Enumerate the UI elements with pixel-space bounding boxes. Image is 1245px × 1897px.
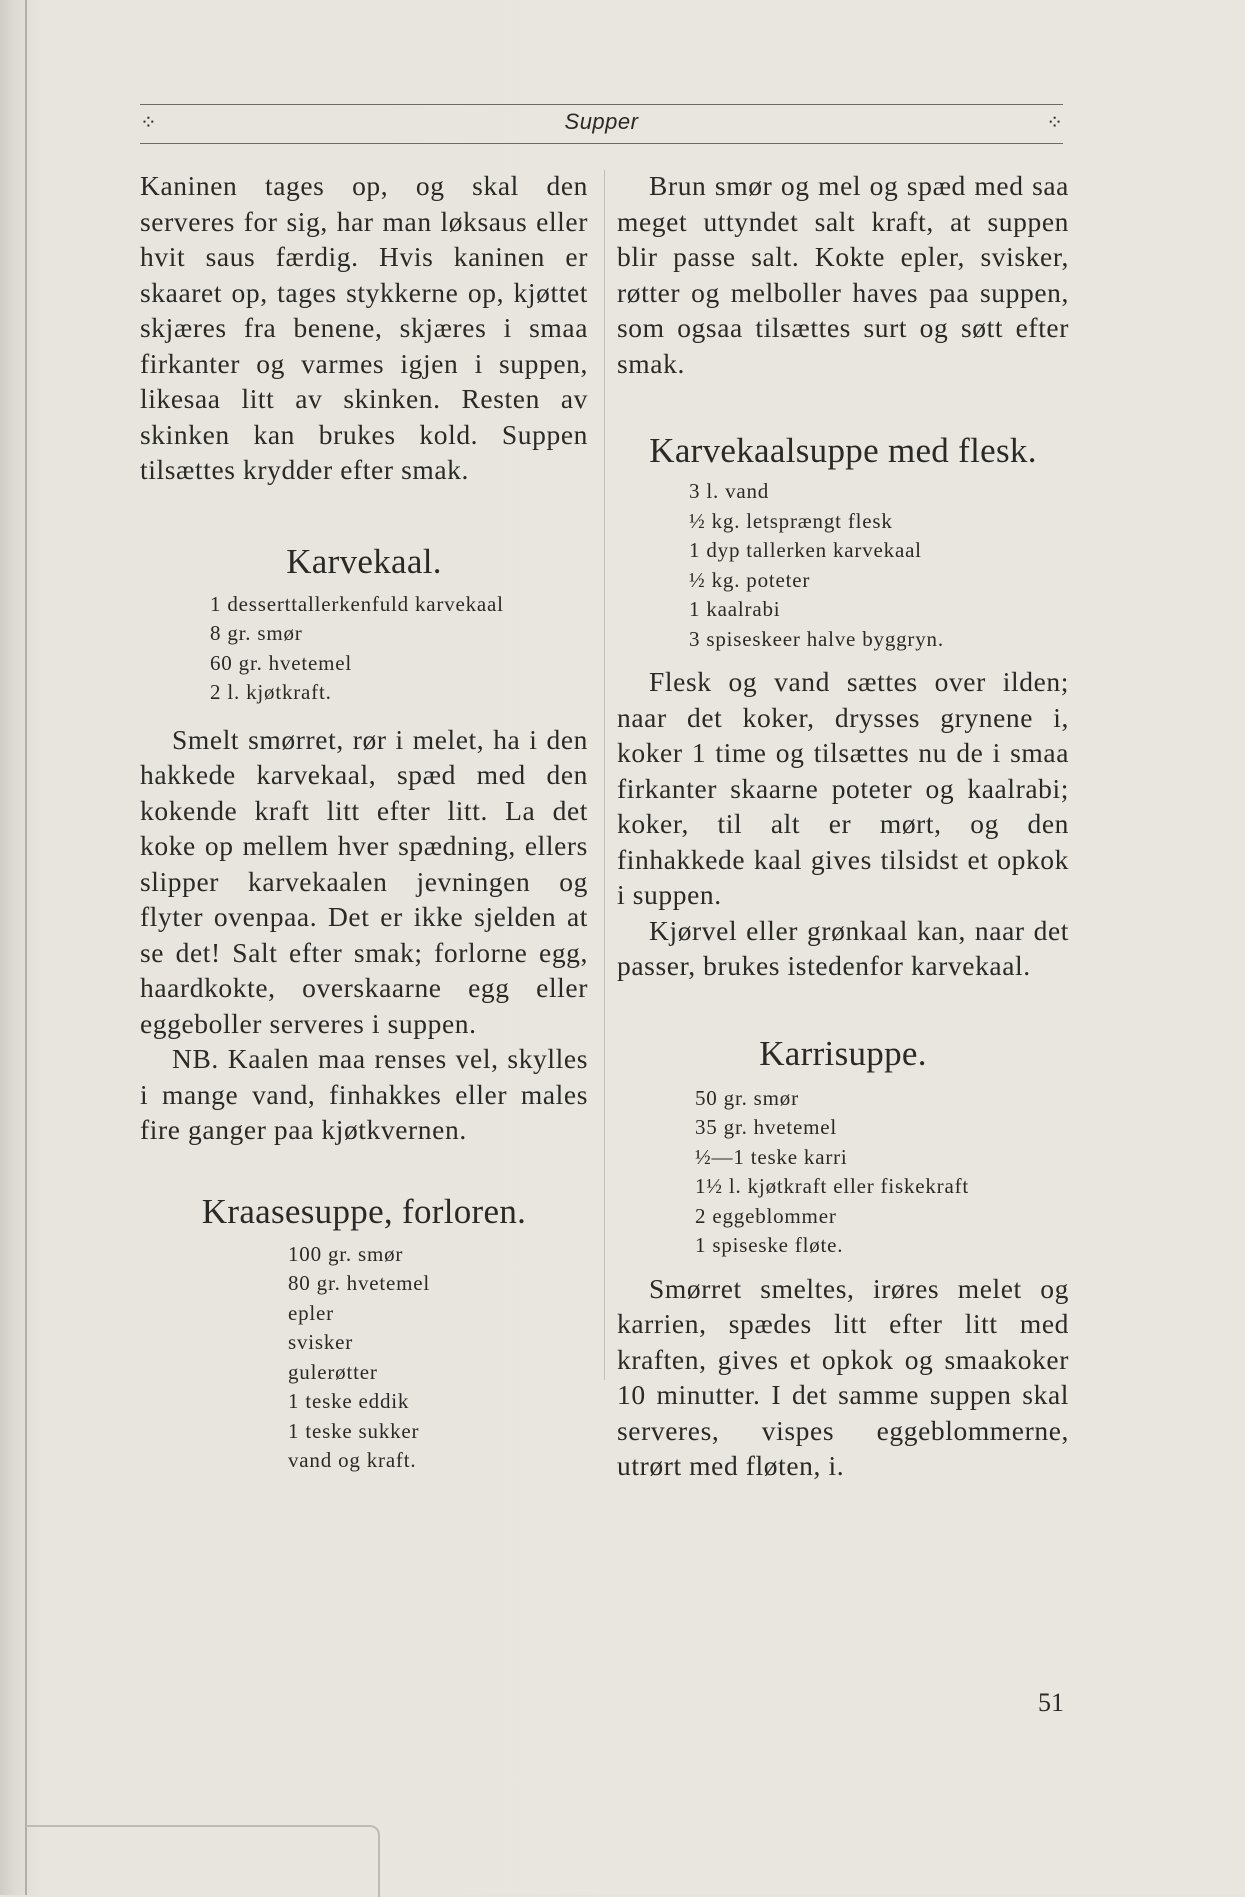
karrisuppe-heading: Karrisuppe.	[759, 1033, 927, 1073]
ingredient-item: ½—1 teske karri	[695, 1144, 848, 1169]
ornament-right-icon: ⁘	[1046, 112, 1063, 134]
ingredient-item: 1½ l. kjøtkraft eller fiskekraft	[695, 1174, 970, 1198]
ingredient-item: 1 dyp tallerken karvekaal	[689, 538, 922, 562]
ingredient-item: 3 spiseskeer halve byggryn.	[689, 626, 944, 651]
ingredient-item: 1 spiseske fløte.	[695, 1233, 844, 1257]
binding-gutter	[25, 0, 27, 1895]
kraasesuppe-heading: Kraasesuppe, forloren.	[201, 1191, 527, 1231]
left-column	[140, 168, 588, 1476]
ingredient-item: 80 gr. hvetemel	[288, 1271, 431, 1295]
karvekaal-note: NB. Kaalen maa renses vel, skylles i mange vand, finhakkes eller males fire ganger paa kjøtkvernen.	[140, 1043, 588, 1145]
ingredient-item: 1 desserttallerkenfuld karvekaal	[210, 591, 504, 616]
ornament-left-icon: ⁘	[140, 112, 157, 134]
karvekaalsuppe-heading: Karvekaalsuppe med flesk.	[649, 431, 1037, 470]
ingredient-item: 1 teske sukker	[288, 1418, 420, 1443]
karvekaalsuppe-note: Kjørvel eller grønkaal kan, naar det passer, brukes istedenfor karvekaal.	[617, 914, 1069, 981]
ingredient-item: 60 gr. hvetemel	[210, 650, 353, 675]
running-header-title: Supper	[564, 109, 639, 134]
ingredient-item: 2 l. kjøtkraft.	[210, 680, 332, 704]
ingredient-item: 50 gr. smør	[695, 1085, 799, 1110]
ingredient-item: 100 gr. smør	[288, 1241, 404, 1266]
karrisuppe-ingredients	[695, 1084, 1069, 1261]
ingredient-item: 2 eggeblommer	[695, 1203, 837, 1228]
ingredient-item: ½ kg. poteter	[689, 567, 811, 592]
ingredient-item: 1 kaalrabi	[689, 597, 781, 621]
karvekaal-heading: Karvekaal.	[286, 541, 442, 581]
ingredient-item: vand og kraft.	[288, 1448, 417, 1472]
ingredient-item: epler	[288, 1300, 334, 1325]
ingredient-item: 1 teske eddik	[288, 1389, 410, 1413]
kraasesuppe-ingredients	[288, 1240, 588, 1476]
karvekaal-method: Smelt smørret, rør i melet, ha i den hakkede karvekaal, spæd med den kokende kraft litt efter litt. La det koke op mellem hver spædning, ellers slipper karvekaalen jevningen og flyter ovenpaa. Det er ikke sjelden at se det! Salt efter smak; forlorne egg, haardkokte, overskaarne egg eller eggeboller serveres i suppen.	[140, 723, 588, 1039]
karrisuppe-method: Smørret smeltes, irøres melet og karrien, spædes litt efter litt med kraften, gives et opkok og smaakoker 10 minutter. I det samme suppen skal serveres, vispes eggeblommerne, utrørt med fløten, i.	[617, 1272, 1069, 1481]
karvekaalsuppe-ingredients	[689, 477, 1069, 654]
ingredient-item: 35 gr. hvetemel	[695, 1115, 838, 1139]
right-column	[617, 168, 1069, 1484]
karvekaalsuppe-method: Flesk og vand sættes over ilden; naar det koker, drysses grynene i, koker 1 time og tilsættes nu de i smaa firkanter skaarne poteter og kaalrabi; koker, til alt er mørt, og den finhakkede kaal gives tilsidst et opkok i suppen.	[617, 666, 1069, 910]
ingredient-item: 8 gr. smør	[210, 621, 303, 645]
page-tab-edge	[26, 1825, 380, 1897]
running-header	[140, 104, 1063, 144]
page-number: 51	[1038, 1688, 1064, 1717]
kraasesuppe-method: Brun smør og mel og spæd med saa meget uttyndet salt kraft, at suppen blir passe salt. Kokte epler, svisker, røtter og melboller haves paa suppen, som ogsaa tilsættes surt og søtt efter smak.	[617, 170, 1069, 379]
ingredient-item: svisker	[288, 1330, 354, 1354]
karvekaal-ingredients	[210, 590, 588, 708]
ingredient-item: ½ kg. letsprængt flesk	[689, 508, 893, 533]
ingredient-item: gulerøtter	[288, 1359, 378, 1384]
ingredient-item: 3 l. vand	[689, 479, 770, 503]
kanin-continuation-text: Kaninen tages op, og skal den serveres for sig, har man løksaus eller hvit saus færdig. Hvis kaninen er skaaret op, tages stykkerne op, kjøttet skjæres fra benene, skjæres i smaa firkanter og varmes igjen i suppen, likesaa litt av skinken. Resten av skinken kan brukes kold. Suppen tilsættes krydder efter smak.	[140, 170, 588, 485]
column-divider	[604, 170, 605, 1380]
